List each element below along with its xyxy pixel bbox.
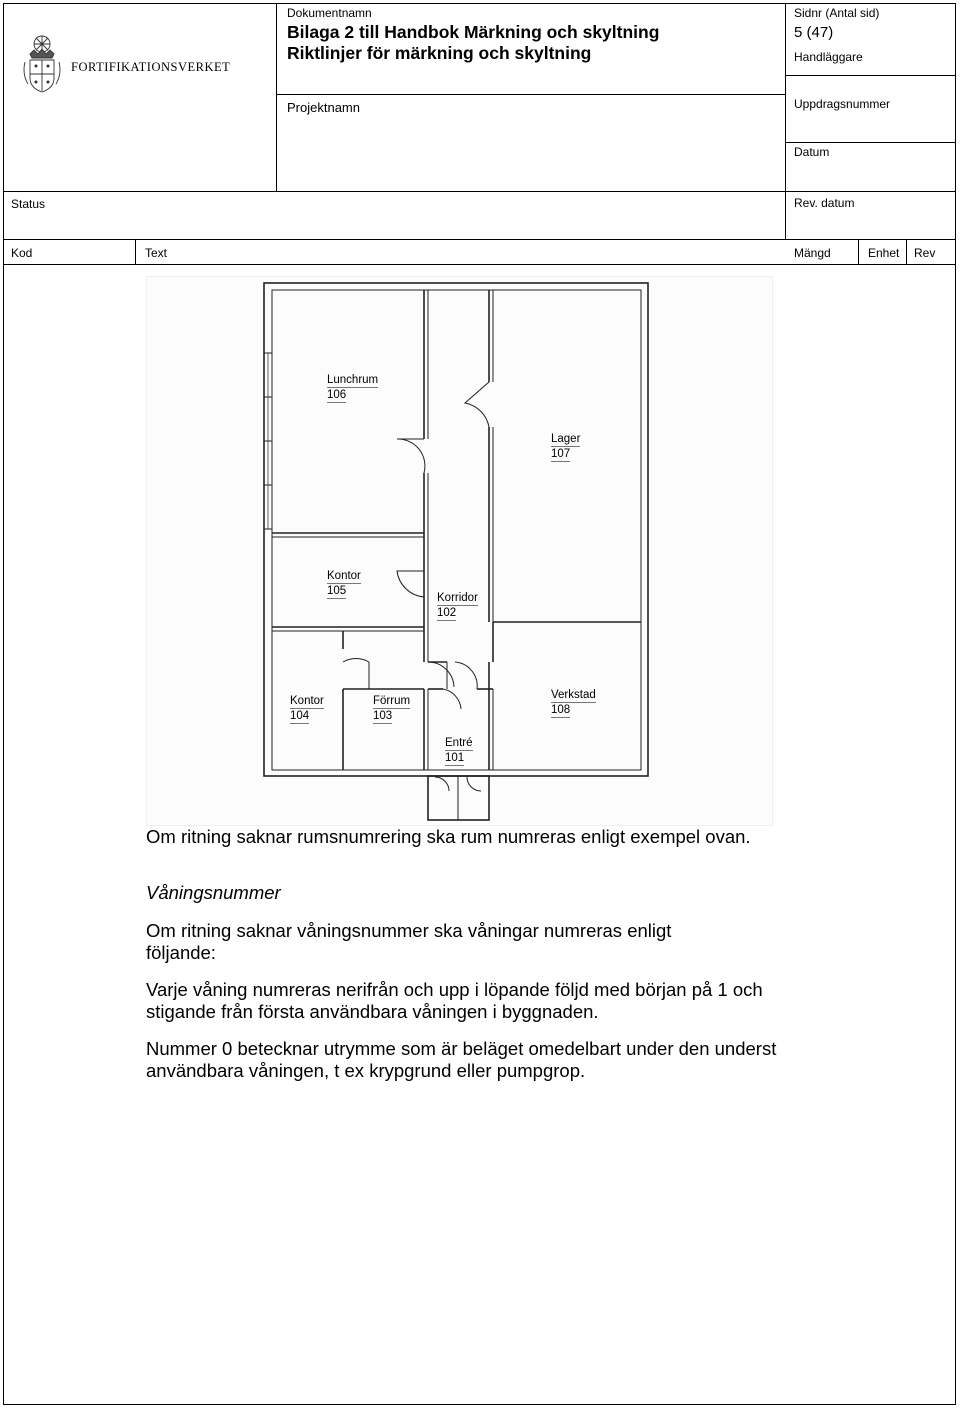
- room-label-lager: [551, 432, 580, 462]
- column-text: Text: [145, 246, 168, 260]
- room-number: 104: [290, 710, 310, 722]
- section-heading: Våningsnummer: [146, 882, 281, 903]
- room-name: Lager: [551, 433, 581, 445]
- document-title-line1: Bilaga 2 till Handbok Märkning och skyltning: [287, 22, 660, 42]
- room-name: Verkstad: [551, 689, 596, 701]
- logo: [20, 34, 64, 101]
- room-label-entre: [445, 736, 473, 766]
- crown-seal-icon: [20, 34, 64, 96]
- sidnr-value: 5 (47): [794, 24, 834, 41]
- column-mangd: Mängd: [794, 246, 831, 260]
- sidnr-label: Sidnr (Antal sid): [794, 6, 880, 20]
- room-name: Lunchrum: [327, 374, 379, 386]
- column-divider: [906, 239, 907, 264]
- room-number: 107: [551, 448, 571, 460]
- room-name: Entré: [445, 737, 473, 749]
- room-label-verkstad: [551, 688, 596, 718]
- header-divider: [3, 264, 956, 265]
- header-divider: [785, 3, 786, 239]
- room-name: Förrum: [373, 695, 411, 707]
- rev-datum-label: Rev. datum: [794, 196, 855, 210]
- status-label: Status: [11, 197, 46, 211]
- header-divider: [276, 3, 277, 191]
- room-number: 108: [551, 704, 571, 716]
- room-number: 102: [437, 607, 457, 619]
- uppdragsnummer-label: Uppdragsnummer: [794, 97, 891, 111]
- paragraph-floor-numbering: Om ritning saknar våningsnummer ska våningar numreras enligt följande:: [146, 920, 672, 963]
- handlaggare-label: Handläggare: [794, 50, 863, 64]
- document-title-line2: Riktlinjer för märkning och skyltning: [287, 43, 592, 63]
- room-label-korridor: [437, 591, 478, 621]
- floor-plan: [146, 276, 773, 826]
- column-kod: Kod: [11, 246, 33, 260]
- header-divider: [785, 142, 956, 143]
- room-number: 101: [445, 752, 465, 764]
- room-label-kontor-104: [290, 694, 324, 724]
- room-label-kontor-105: [327, 569, 361, 599]
- header-divider: [276, 94, 785, 95]
- column-enhet: Enhet: [868, 246, 900, 260]
- column-divider: [858, 239, 859, 264]
- room-name: Kontor: [290, 695, 324, 707]
- header-divider: [3, 239, 956, 240]
- room-number: 105: [327, 585, 347, 597]
- column-rev: Rev: [914, 246, 936, 260]
- paragraph-floor-order: Varje våning numreras nerifrån och upp i löpande följd med början på 1 och stigande från första användbara våningen i byggnaden.: [146, 979, 763, 1022]
- room-label-forrum: [373, 694, 410, 724]
- paragraph-floor-zero: Nummer 0 betecknar utrymme som är beläget omedelbart under den underst användbara våningen, t ex krypgrund eller pumpgrop.: [146, 1038, 777, 1081]
- room-number: 103: [373, 710, 393, 722]
- room-number: 106: [327, 389, 347, 401]
- paragraph-room-numbering: Om ritning saknar rumsnumrering ska rum numreras enligt exempel ovan.: [146, 826, 751, 847]
- header-divider: [3, 191, 956, 192]
- room-name: Kontor: [327, 570, 361, 582]
- projektnamn-label: Projektnamn: [287, 100, 360, 115]
- datum-label: Datum: [794, 145, 830, 159]
- room-label-lunchrum: [327, 373, 378, 403]
- column-divider: [135, 239, 136, 264]
- logo-text: FORTIFIKATIONSVERKET: [71, 60, 231, 74]
- header-divider: [785, 75, 956, 76]
- room-name: Korridor: [437, 592, 478, 604]
- dokumentnamn-label: Dokumentnamn: [287, 6, 372, 20]
